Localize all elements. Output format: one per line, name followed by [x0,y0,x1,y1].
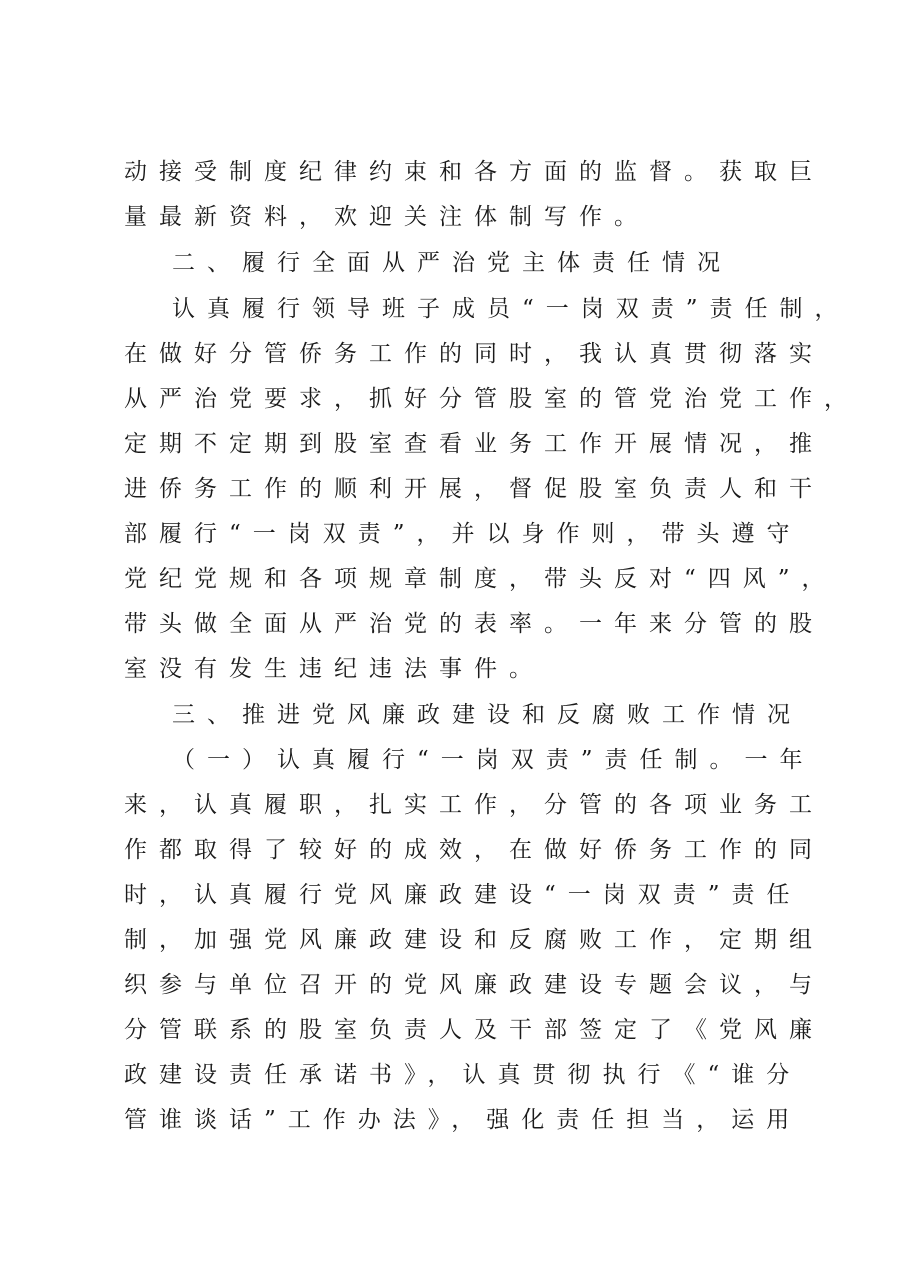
text-line: 党纪党规和各项规章制度，带头反对“四风”， [124,566,837,592]
text-line: 在做好分管侨务工作的同时，我认真贯彻落实 [124,341,824,367]
text-line: 织参与单位召开的党风廉政建设专题会议，与 [124,972,824,998]
text-line: 量最新资料，欢迎关注体制写作。 [124,204,649,230]
text-line: （一）认真履行“一岗双责”责任制。一年 [172,747,815,773]
text-line: 认真履行领导班子成员“一岗双责”责任制， [172,296,850,322]
text-line: 从严治党要求，抓好分管股室的管党治党工作， [124,386,859,412]
text-line: 管谁谈话”工作办法》，强化责任担当，运用 [124,1107,802,1133]
text-line: 分管联系的股室负责人及干部签定了《党风廉 [124,1017,824,1043]
text-line: 作都取得了较好的成效，在做好侨务工作的同 [124,837,824,863]
text-line: 政建设责任承诺书》，认真贯彻执行《“谁分 [124,1062,802,1088]
text-line: 进侨务工作的顺利开展，督促股室负责人和干 [124,476,824,502]
text-line: 定期不定期到股室查看业务工作开展情况，推 [124,431,824,457]
text-line: 动接受制度纪律约束和各方面的监督。获取巨 [124,159,824,185]
text-line: 带头做全面从严治党的表率。一年来分管的股 [124,611,824,637]
text-line: 时，认真履行党风廉政建设“一岗双责”责任 [124,882,802,908]
text-line: 来，认真履职，扎实工作，分管的各项业务工 [124,792,824,818]
text-line: 制，加强党风廉政建设和反腐败工作，定期组 [124,927,824,953]
text-line: 室没有发生违纪违法事件。 [124,656,544,682]
section-heading: 二、履行全面从严治党主体责任情况 [172,250,732,276]
section-heading: 三、推进党风廉政建设和反腐败工作情况 [172,702,802,728]
text-line: 部履行“一岗双责”，并以身作则，带头遵守 [124,521,802,547]
